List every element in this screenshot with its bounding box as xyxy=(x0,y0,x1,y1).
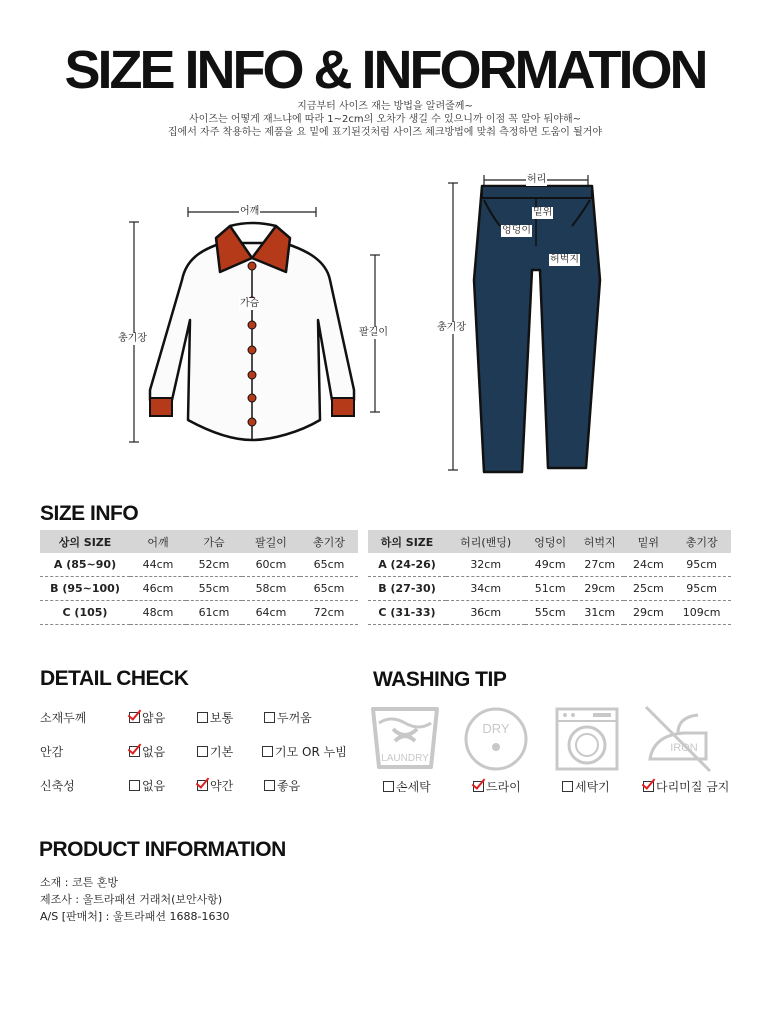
product-info-list xyxy=(40,874,229,925)
shirt-illustration xyxy=(110,195,390,455)
size-info-title: SIZE INFO xyxy=(40,502,139,525)
checkbox-checked[interactable] xyxy=(473,781,484,792)
table-cell: 29cm xyxy=(624,601,672,625)
option-label: 다리미질 금지 xyxy=(656,780,730,794)
option-basic[interactable] xyxy=(197,743,233,760)
no-iron-icon-text: IRON xyxy=(670,742,698,754)
washing-tip-title: WASHING TIP xyxy=(373,668,507,691)
table-cell: 51cm xyxy=(525,577,575,601)
table-header-cell: 상의 SIZE xyxy=(40,530,130,553)
table-header-cell: 허리(밴딩) xyxy=(446,530,525,553)
option-thick[interactable] xyxy=(264,709,312,726)
checkbox[interactable] xyxy=(262,746,273,757)
table-cell: 36cm xyxy=(446,601,525,625)
dry-icon xyxy=(462,705,530,773)
washing-machine-icon xyxy=(553,705,621,773)
table-cell: 24cm xyxy=(624,553,672,577)
thigh-label: 허벅지 xyxy=(550,254,579,265)
intro-line: 집에서 자주 착용하는 제품을 요 밑에 표기된것처럼 사이즈 체크방법에 맞춰 측정하면 도움이 될거야 xyxy=(167,127,603,138)
table-cell: 65cm xyxy=(300,577,358,601)
table-row xyxy=(40,577,358,601)
option-label: 약간 xyxy=(210,779,234,793)
intro-line: 지금부터 사이즈 재는 방법을 알려줄께~ xyxy=(297,101,473,112)
option-label: 두꺼움 xyxy=(277,711,312,725)
table-header-cell: 팔길이 xyxy=(242,530,300,553)
shirt-length-label: 총기장 xyxy=(118,333,147,344)
shoulder-label: 어깨 xyxy=(240,206,260,217)
product-info-line: 소재 : 코튼 혼방 xyxy=(40,876,118,889)
wash-option-no-iron[interactable] xyxy=(643,778,729,795)
table-header-cell: 엉덩이 xyxy=(525,530,575,553)
table-cell: C (105) xyxy=(40,601,130,625)
checkbox[interactable] xyxy=(129,780,140,791)
table-cell: 72cm xyxy=(300,601,358,625)
option-fleece[interactable] xyxy=(262,743,347,760)
option-normal[interactable] xyxy=(197,709,233,726)
detail-label: 소재두께 xyxy=(40,711,87,725)
table-cell: C (31-33) xyxy=(368,601,446,625)
checkbox[interactable] xyxy=(197,712,208,723)
laundry-icon xyxy=(371,705,439,773)
checkbox-checked[interactable] xyxy=(643,781,654,792)
table-cell: 60cm xyxy=(242,553,300,577)
table-cell: 109cm xyxy=(672,601,731,625)
option-label: 보통 xyxy=(210,711,234,725)
checkbox[interactable] xyxy=(264,780,275,791)
option-label: 얇음 xyxy=(142,711,166,725)
product-info-line: A/S [판매처] : 울트라패션 1688-1630 xyxy=(40,910,230,923)
chest-label: 가슴 xyxy=(240,298,260,309)
rise-label: 밑위 xyxy=(533,207,553,218)
table-header-cell: 총기장 xyxy=(300,530,358,553)
table-row xyxy=(368,601,731,625)
table-header-cell: 허벅지 xyxy=(575,530,625,553)
option-thin[interactable] xyxy=(129,709,165,726)
table-cell: 64cm xyxy=(242,601,300,625)
hip-label: 엉덩이 xyxy=(502,225,531,236)
detail-check-title: DETAIL CHECK xyxy=(40,667,189,690)
product-info-title: PRODUCT INFORMATION xyxy=(39,838,286,861)
table-cell: 95cm xyxy=(672,577,731,601)
option-slight[interactable] xyxy=(197,777,233,794)
table-row xyxy=(40,601,358,625)
table-cell: 27cm xyxy=(575,553,625,577)
table-cell: 65cm xyxy=(300,553,358,577)
table-header-cell: 어깨 xyxy=(130,530,186,553)
checkbox-checked[interactable] xyxy=(129,712,140,723)
checkbox-checked[interactable] xyxy=(129,746,140,757)
bottom-size-table xyxy=(368,530,731,625)
wash-option-hand[interactable] xyxy=(383,778,431,795)
option-good[interactable] xyxy=(264,777,300,794)
table-header-cell: 총기장 xyxy=(672,530,731,553)
table-cell: 29cm xyxy=(575,577,625,601)
detail-label: 신축성 xyxy=(40,779,75,793)
table-cell: 25cm xyxy=(624,577,672,601)
table-header-cell: 하의 SIZE xyxy=(368,530,446,553)
option-label: 없음 xyxy=(142,745,166,759)
table-header-cell: 가슴 xyxy=(186,530,242,553)
table-header-row xyxy=(368,530,731,553)
table-cell: B (95~100) xyxy=(40,577,130,601)
detail-label: 안감 xyxy=(40,745,64,759)
pants-illustration xyxy=(440,170,620,480)
checkbox[interactable] xyxy=(562,781,573,792)
table-row xyxy=(368,577,731,601)
option-none[interactable] xyxy=(129,743,165,760)
table-cell: 31cm xyxy=(575,601,625,625)
no-iron-icon xyxy=(644,705,712,773)
checkbox-checked[interactable] xyxy=(197,780,208,791)
table-cell: B (27-30) xyxy=(368,577,446,601)
table-cell: 95cm xyxy=(672,553,731,577)
table-cell: 44cm xyxy=(130,553,186,577)
option-label: 손세탁 xyxy=(396,780,431,794)
table-cell: A (24-26) xyxy=(368,553,446,577)
table-row xyxy=(40,553,358,577)
table-cell: 49cm xyxy=(525,553,575,577)
option-label: 없음 xyxy=(142,779,166,793)
wash-option-machine[interactable] xyxy=(562,778,610,795)
intro-line: 사이즈는 어떻게 재느냐에 따라 1~2cm의 오차가 생길 수 있으니까 이점 꼭 알아 둬야해~ xyxy=(189,114,581,125)
page-title: SIZE INFO & INFORMATION xyxy=(64,40,706,100)
checkbox[interactable] xyxy=(264,712,275,723)
option-label: 기모 OR 누빔 xyxy=(275,745,347,759)
checkbox[interactable] xyxy=(197,746,208,757)
option-label: 드라이 xyxy=(486,780,521,794)
checkbox[interactable] xyxy=(383,781,394,792)
table-cell: 48cm xyxy=(130,601,186,625)
table-cell: 32cm xyxy=(446,553,525,577)
wash-option-dry[interactable] xyxy=(473,778,521,795)
top-size-table xyxy=(40,530,358,625)
waist-label: 허리 xyxy=(527,174,547,185)
product-info-line: 제조사 : 울트라패션 거래처(보안사항) xyxy=(40,893,223,906)
laundry-icon-text: LAUNDRY xyxy=(381,753,429,764)
table-header-row xyxy=(40,530,358,553)
option-label: 좋음 xyxy=(277,779,301,793)
table-cell: 34cm xyxy=(446,577,525,601)
intro-text xyxy=(0,100,770,139)
table-cell: 61cm xyxy=(186,601,242,625)
table-cell: 58cm xyxy=(242,577,300,601)
option-label: 기본 xyxy=(210,745,234,759)
table-header-cell: 밑위 xyxy=(624,530,672,553)
dry-icon-text: DRY xyxy=(482,721,510,736)
table-row xyxy=(368,553,731,577)
table-cell: 55cm xyxy=(186,577,242,601)
table-cell: 52cm xyxy=(186,553,242,577)
option-none[interactable] xyxy=(129,777,165,794)
sleeve-label: 팔길이 xyxy=(359,327,388,338)
option-label: 세탁기 xyxy=(575,780,610,794)
table-cell: 55cm xyxy=(525,601,575,625)
pants-length-label: 총기장 xyxy=(437,322,466,333)
table-cell: A (85~90) xyxy=(40,553,130,577)
table-cell: 46cm xyxy=(130,577,186,601)
